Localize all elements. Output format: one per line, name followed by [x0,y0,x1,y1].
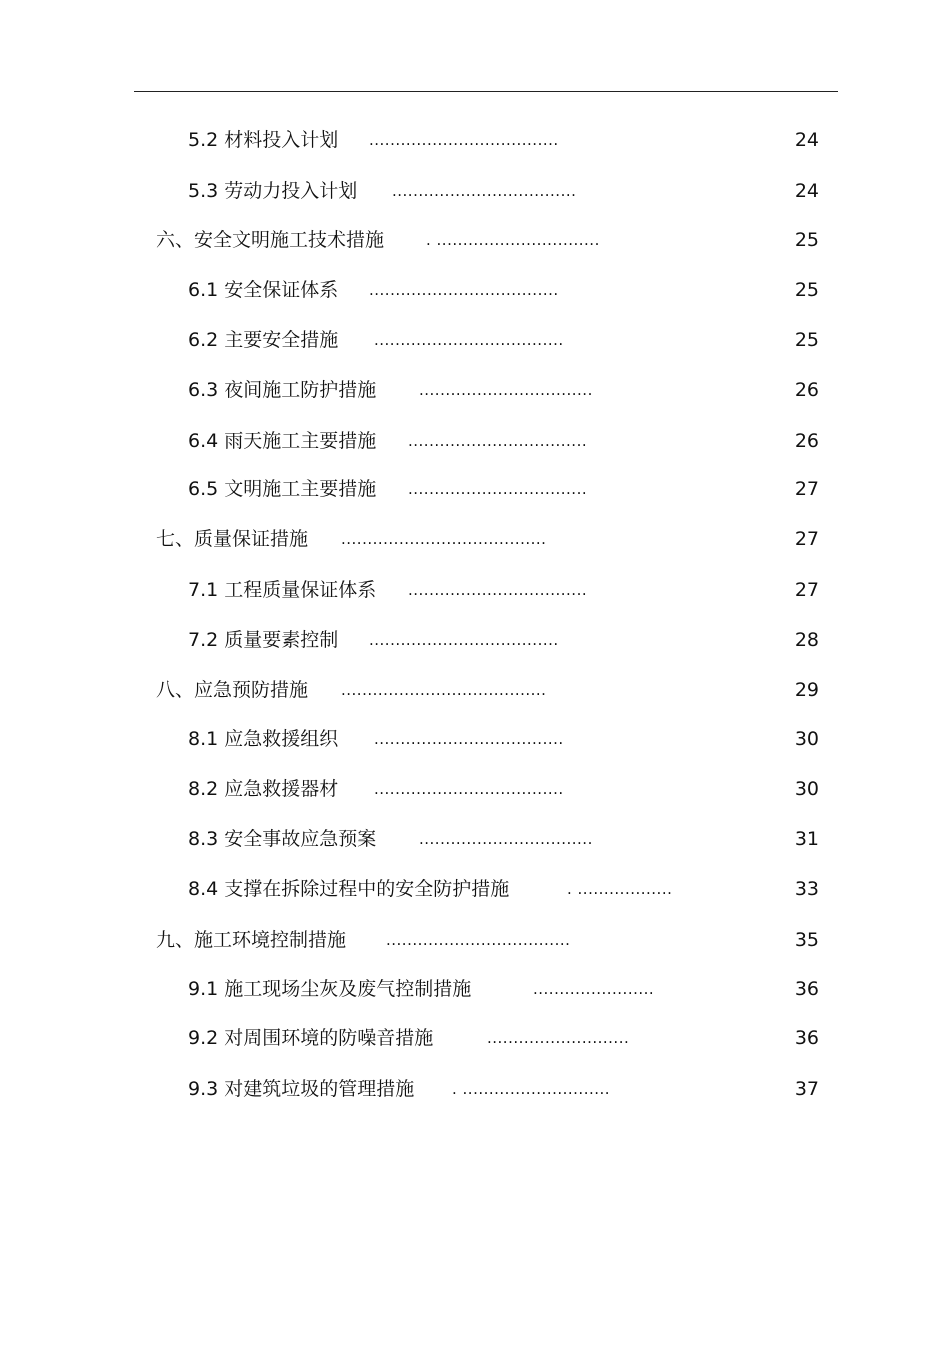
toc-entry-leader: ....................... [533,980,655,998]
toc-entry-label: 8.2 应急救援器材 [188,778,339,800]
toc-entry-leader: .................................... [369,131,559,149]
toc-entry-label: 7.2 质量要素控制 [188,629,339,651]
toc-entry-label: 7.1 工程质量保证体系 [188,579,377,601]
toc-entry-leader: . ............................... [426,231,600,249]
toc-entry-label: 5.3 劳动力投入计划 [188,180,358,202]
toc-entry-label: 6.4 雨天施工主要措施 [188,430,377,452]
toc-entry-leader: .................................... [374,730,564,748]
toc-entry[interactable] [0,1023,950,1053]
toc-entry[interactable] [0,925,950,955]
toc-entry[interactable] [0,125,950,155]
toc-entry-page: 25 [794,329,819,351]
toc-entry[interactable] [0,524,950,554]
toc-entry-leader: .................................... [369,281,559,299]
toc-entry[interactable] [0,625,950,655]
toc-entry-label: 9.1 施工现场尘灰及废气控制措施 [188,978,472,1000]
toc-entry-label: 6.5 文明施工主要措施 [188,478,377,500]
toc-entry-leader: ........................... [487,1029,630,1047]
toc-entry-label: 6.1 安全保证体系 [188,279,339,301]
toc-entry-leader: . ............................ [452,1080,611,1098]
toc-entry[interactable] [0,724,950,754]
toc-entry-leader: .................................. [408,581,588,599]
toc-entry[interactable] [0,1074,950,1104]
toc-entry[interactable] [0,575,950,605]
toc-entry-leader: .................................... [374,780,564,798]
toc-entry-label: 8.3 安全事故应急预案 [188,828,377,850]
toc-entry-label: 八、应急预防措施 [156,679,309,701]
toc-entry-page: 37 [794,1078,819,1100]
toc-entry-page: 27 [794,579,819,601]
toc-entry-label: 九、施工环境控制措施 [156,929,347,951]
toc-entry-label: 6.3 夜间施工防护措施 [188,379,377,401]
toc-entry[interactable] [0,375,950,405]
toc-entry-leader: ................................... [386,931,571,949]
toc-entry[interactable] [0,225,950,255]
toc-entry-leader: ....................................... [341,681,547,699]
toc-entry-label: 8.1 应急救援组织 [188,728,339,750]
toc-entry-label: 9.3 对建筑垃圾的管理措施 [188,1078,415,1100]
toc-entry-page: 24 [794,180,819,202]
toc-entry-leader: ....................................... [341,530,547,548]
toc-entry-page: 35 [794,929,819,951]
toc-entry[interactable] [0,275,950,305]
toc-entry-leader: ................................. [419,381,593,399]
toc-entry-label: 6.2 主要安全措施 [188,329,339,351]
toc-entry-page: 36 [794,978,819,1000]
toc-entry[interactable] [0,874,950,904]
toc-entry[interactable] [0,474,950,504]
toc-entry-label: 六、安全文明施工技术措施 [156,229,385,251]
toc-entry-label: 七、质量保证措施 [156,528,309,550]
toc-entry-page: 29 [794,679,819,701]
toc-entry-leader: .................................... [374,331,564,349]
toc-entry[interactable] [0,325,950,355]
toc-entry[interactable] [0,974,950,1004]
toc-entry-page: 27 [794,528,819,550]
toc-entry-leader: .................................... [369,631,559,649]
toc-entry[interactable] [0,426,950,456]
toc-entry-page: 28 [794,629,819,651]
toc-entry-page: 36 [794,1027,819,1049]
toc-entry[interactable] [0,176,950,206]
toc-entry-page: 27 [794,478,819,500]
toc-entry-label: 8.4 支撑在拆除过程中的安全防护措施 [188,878,510,900]
toc-entry-leader: ................................... [392,182,577,200]
toc-entry-leader: .................................. [408,432,588,450]
toc-entry-page: 26 [794,430,819,452]
toc-entry-leader: ................................. [419,830,593,848]
toc-entry-label: 5.2 材料投入计划 [188,129,339,151]
toc-entry-page: 30 [794,728,819,750]
toc-entry-page: 30 [794,778,819,800]
toc-entry-page: 33 [794,878,819,900]
toc-entry-leader: . .................. [567,880,673,898]
toc-entry-page: 25 [794,229,819,251]
toc-entry-page: 31 [794,828,819,850]
toc-entry-page: 25 [794,279,819,301]
toc-entry-page: 26 [794,379,819,401]
toc-entry[interactable] [0,824,950,854]
toc-entry-label: 9.2 对周围环境的防噪音措施 [188,1027,434,1049]
toc-entry-page: 24 [794,129,819,151]
toc-entry[interactable] [0,675,950,705]
toc-entry[interactable] [0,774,950,804]
toc-entry-leader: .................................. [408,480,588,498]
